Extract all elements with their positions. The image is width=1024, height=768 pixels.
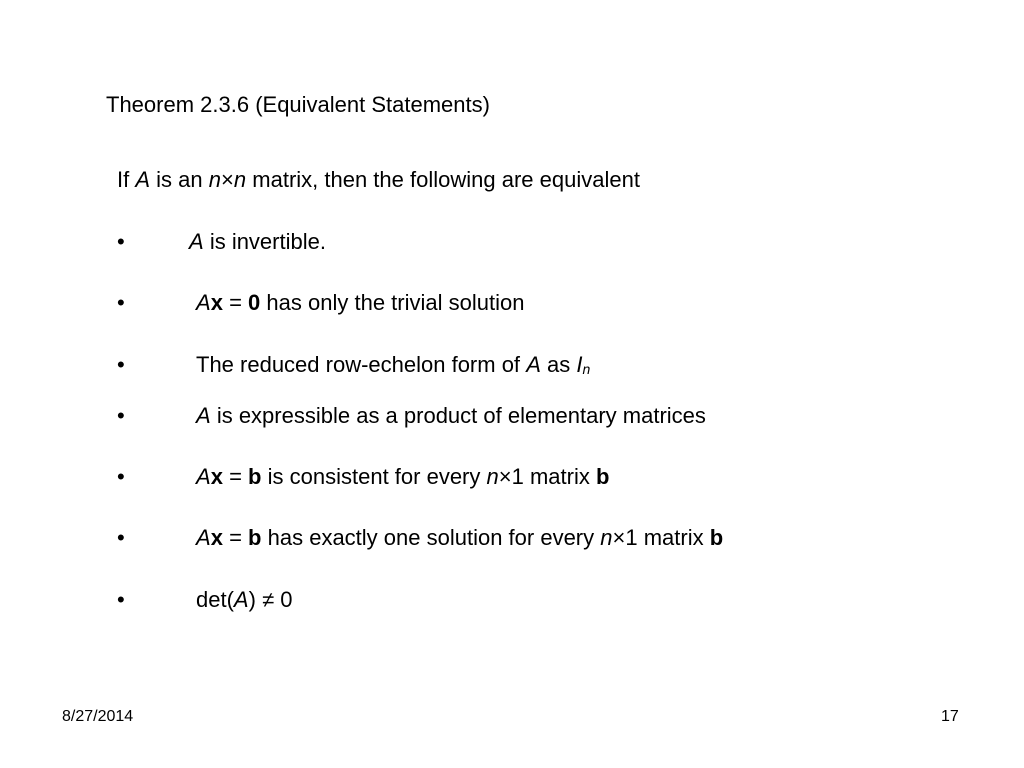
statement-rest: is consistent for every [267, 464, 481, 489]
title-text: Theorem 2.3.6 (Equivalent Statements) [106, 92, 490, 117]
statement-text [196, 403, 706, 429]
intro-rest: matrix, then the following are equivalent [252, 167, 640, 192]
statement-text [196, 290, 524, 316]
vector-b: b [248, 464, 262, 489]
vector-x: x [210, 290, 223, 315]
bullet-icon: • [117, 525, 125, 550]
one-matrix: 1 matrix [511, 464, 590, 489]
intro-n2: n [233, 167, 247, 192]
vector-x: x [210, 464, 223, 489]
slide-title [106, 92, 490, 118]
bullet-icon: • [117, 352, 125, 377]
bullet-icon: • [117, 290, 125, 315]
equals-sign: = [229, 290, 242, 315]
vector-b: b [248, 525, 262, 550]
statement-pre: The reduced row-echelon form of [196, 352, 521, 377]
intro-matrix-A: A [135, 167, 151, 192]
statement-rest: is invertible. [209, 229, 326, 254]
equals-sign: = [229, 525, 242, 550]
zero-value: 0 [280, 587, 293, 612]
times-sign: × [498, 464, 512, 489]
matrix-A: A [196, 464, 211, 489]
intro-if: If [117, 167, 130, 192]
identity-subscript-n: n [582, 361, 591, 377]
intro-is-an: is an [156, 167, 203, 192]
matrix-A: A [196, 403, 211, 428]
statement-text [189, 229, 326, 255]
statement-rest: has exactly one solution for every [267, 525, 595, 550]
not-equal-sign: ≠ [262, 587, 275, 612]
det-close: ) [248, 587, 256, 612]
statement-text [196, 464, 609, 490]
bullet-icon: • [117, 464, 125, 489]
bullet-icon: • [117, 403, 125, 428]
statement-text [196, 352, 590, 378]
footer-date: 8/27/2014 [62, 708, 134, 725]
slide-page-number: 17 [941, 708, 959, 725]
dim-n: n [600, 525, 613, 550]
vector-b-end: b [709, 525, 724, 550]
intro-times: × [221, 167, 234, 192]
identity-I: I [576, 352, 583, 377]
bullet-icon: • [117, 229, 125, 254]
det-open: det( [196, 587, 234, 612]
matrix-A: A [196, 290, 211, 315]
matrix-A: A [196, 525, 211, 550]
matrix-A: A [233, 587, 249, 612]
statement-rest: has only the trivial solution [266, 290, 525, 315]
dim-n: n [486, 464, 499, 489]
zero-vector: 0 [248, 290, 261, 315]
statement-as: as [547, 352, 571, 377]
intro-n1: n [208, 167, 222, 192]
matrix-A: A [526, 352, 541, 377]
theorem-intro [117, 167, 640, 193]
statement-text [196, 587, 293, 613]
statement-rest: is expressible as a product of elementary matrices [216, 403, 706, 428]
vector-x: x [210, 525, 223, 550]
equals-sign: = [229, 464, 242, 489]
one-matrix: 1 matrix [625, 525, 704, 550]
bullet-icon: • [117, 587, 125, 612]
vector-b-end: b [595, 464, 610, 489]
times-sign: × [612, 525, 626, 550]
statement-text [196, 525, 723, 551]
matrix-A: A [189, 229, 204, 254]
